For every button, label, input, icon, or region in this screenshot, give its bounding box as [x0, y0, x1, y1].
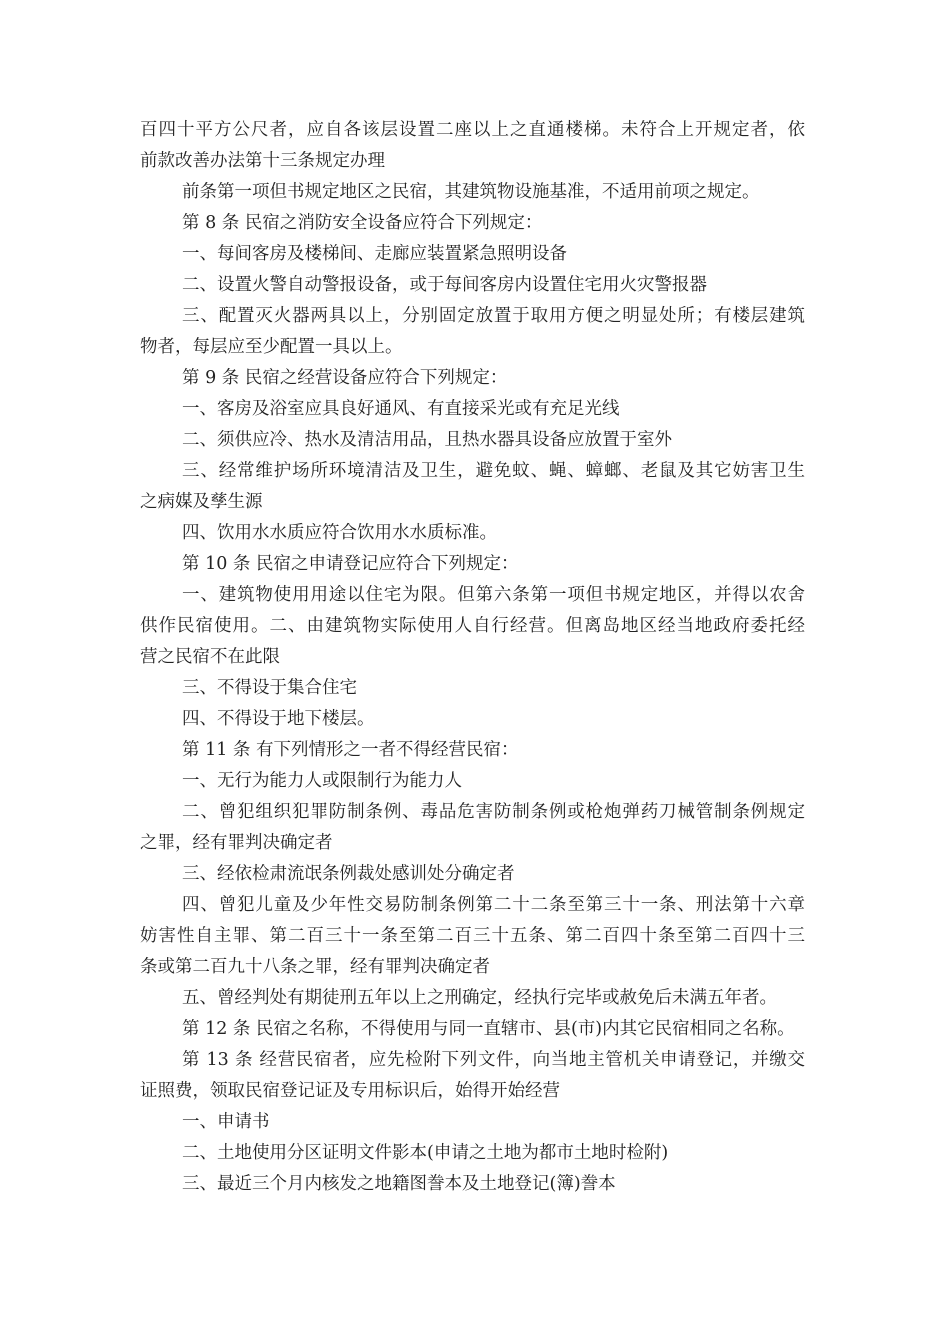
paragraph [140, 1014, 805, 1045]
paragraph [140, 797, 805, 859]
paragraph [140, 425, 805, 456]
text-line: 物者，每层应至少配置一具以上。 [140, 337, 403, 357]
paragraph [140, 239, 805, 270]
text-line: 一、建筑物使用用途以住宅为限。但第六条第一项但书规定地区，并得以农舍 [182, 585, 805, 605]
text-line: 四、曾犯儿童及少年性交易防制条例第二十二条至第三十一条、刑法第十六章 [182, 895, 805, 915]
paragraph [140, 301, 805, 363]
paragraph [140, 270, 805, 301]
paragraph [140, 766, 805, 797]
text-line: 一、客房及浴室应具良好通风、有直接采光或有充足光线 [182, 399, 620, 419]
text-line: 供作民宿使用。二、由建筑物实际使用人自行经营。但离岛地区经当地政府委托经 [140, 616, 805, 636]
paragraph [140, 549, 805, 580]
text-line: 第 12 条 民宿之名称，不得使用与同一直辖市、县(市)内其它民宿相同之名称。 [182, 1019, 795, 1039]
text-line: 二、设置火警自动警报设备，或于每间客房内设置住宅用火灾警报器 [182, 275, 707, 295]
paragraph [140, 208, 805, 239]
paragraph [140, 704, 805, 735]
text-line: 条或第二百九十八条之罪，经有罪判决确定者 [140, 957, 490, 977]
text-line: 四、不得设于地下楼层。 [182, 709, 375, 729]
text-line: 三、不得设于集合住宅 [182, 678, 357, 698]
text-line: 第 10 条 民宿之申请登记应符合下列规定： [182, 554, 519, 574]
paragraph [140, 890, 805, 983]
text-line: 前款改善办法第十三条规定办理 [140, 151, 385, 171]
text-line: 二、曾犯组织犯罪防制条例、毒品危害防制条例或枪炮弹药刀械管制条例规定 [182, 802, 805, 822]
paragraph [140, 115, 805, 177]
paragraph [140, 1169, 805, 1200]
text-line: 第 9 条 民宿之经营设备应符合下列规定： [182, 368, 508, 388]
paragraph [140, 1045, 805, 1107]
text-line: 一、无行为能力人或限制行为能力人 [182, 771, 462, 791]
text-line: 一、申请书 [182, 1112, 270, 1132]
paragraph [140, 456, 805, 518]
text-line: 百四十平方公尺者，应自各该层设置二座以上之直通楼梯。未符合上开规定者，依 [140, 120, 805, 140]
text-line: 营之民宿不在此限 [140, 647, 280, 667]
text-line: 三、经依检肃流氓条例裁处感训处分确定者 [182, 864, 515, 884]
text-line: 妨害性自主罪、第二百三十一条至第二百三十五条、第二百四十条至第二百四十三 [140, 926, 805, 946]
text-line: 证照费，领取民宿登记证及专用标识后，始得开始经营 [140, 1081, 560, 1101]
text-line: 三、最近三个月内核发之地籍图誊本及土地登记(簿)誊本 [182, 1174, 616, 1194]
text-line: 二、须供应冷、热水及清洁用品，且热水器具设备应放置于室外 [182, 430, 672, 450]
paragraph [140, 177, 805, 208]
text-line: 之罪，经有罪判决确定者 [140, 833, 333, 853]
paragraph [140, 363, 805, 394]
text-line: 二、土地使用分区证明文件影本(申请之土地为都市土地时检附) [182, 1143, 669, 1163]
text-line: 三、经常维护场所环境清洁及卫生，避免蚊、蝇、蟑螂、老鼠及其它妨害卫生 [182, 461, 805, 481]
text-line: 一、每间客房及楼梯间、走廊应装置紧急照明设备 [182, 244, 567, 264]
paragraph [140, 580, 805, 673]
paragraph [140, 1107, 805, 1138]
paragraph [140, 394, 805, 425]
text-line: 前条第一项但书规定地区之民宿，其建筑物设施基准，不适用前项之规定。 [182, 182, 760, 202]
text-line: 四、饮用水水质应符合饮用水水质标准。 [182, 523, 497, 543]
text-line: 第 8 条 民宿之消防安全设备应符合下列规定： [182, 213, 543, 233]
text-line: 三、配置灭火器两具以上，分别固定放置于取用方便之明显处所；有楼层建筑 [182, 306, 805, 326]
text-line: 之病媒及孳生源 [140, 492, 263, 512]
paragraph [140, 673, 805, 704]
text-line: 五、曾经判处有期徒刑五年以上之刑确定，经执行完毕或赦免后未满五年者。 [182, 988, 777, 1008]
paragraph [140, 859, 805, 890]
text-line: 第 13 条 经营民宿者，应先检附下列文件，向当地主管机关申请登记，并缴交 [182, 1050, 805, 1070]
paragraph [140, 983, 805, 1014]
document-body [140, 115, 805, 1200]
text-line: 第 11 条 有下列情形之一者不得经营民宿： [182, 740, 519, 760]
paragraph [140, 518, 805, 549]
paragraph [140, 1138, 805, 1169]
paragraph [140, 735, 805, 766]
